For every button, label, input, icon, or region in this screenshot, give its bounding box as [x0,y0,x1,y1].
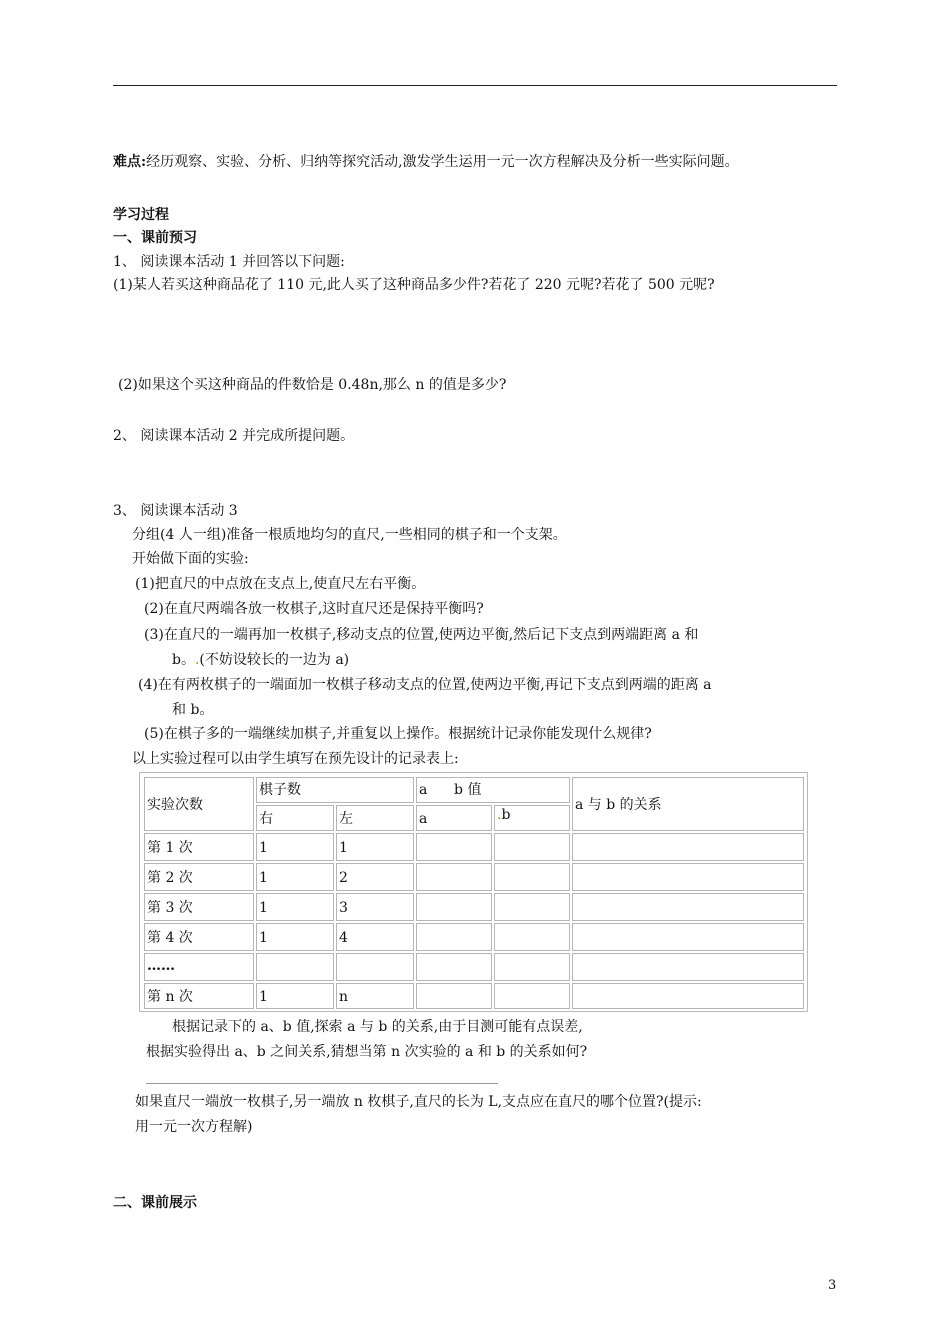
table-cell-b [494,833,570,861]
table-row-trial: 第 3 次 [144,893,254,921]
q1-title: 1、 阅读课本活动 1 并回答以下问题: [113,254,345,270]
q3-step3a: (3)在直尺的一端再加一枚棋子,移动支点的位置,使两边平衡,然后记下支点到两端距离 a 和 [144,627,699,643]
table-row-right: 1 [256,923,334,951]
table-cell-b [494,983,570,1009]
header-rule [113,85,837,86]
part1-heading: 一、课前预习 [113,230,197,246]
table-row-trial: 第 2 次 [144,863,254,891]
table-row-left: 3 [336,893,414,921]
table-header-b-dot: . [497,807,502,823]
q3-extra2: 用一元一次方程解) [135,1119,253,1135]
q3-step2: (2)在直尺两端各放一枚棋子,这时直尺还是保持平衡吗? [144,601,484,617]
table-header-ab: a b 值 [416,777,570,803]
q2-title: 2、 阅读课本活动 2 并完成所提问题。 [113,428,355,444]
page-number: 3 [828,1278,837,1293]
table-row-left: n [336,983,414,1009]
table-cell-a [416,863,492,891]
q3-table-intro: 以上实验过程可以由学生填写在预先设计的记录表上: [132,751,459,767]
table-cell-relation [572,983,804,1009]
table-header-trial: 实验次数 [144,777,254,831]
table-header-left: 左 [336,805,414,831]
table-cell-b [494,893,570,921]
table-cell-relation [572,923,804,951]
table-header-relation: a 与 b 的关系 [572,777,804,831]
table-row-left: 4 [336,923,414,951]
table-cell-a [416,953,492,981]
table-cell-a [416,893,492,921]
table-cell-a [416,983,492,1009]
table-row-trial: 第 4 次 [144,923,254,951]
table-row-right: 1 [256,863,334,891]
table-row-trial: 第 n 次 [144,983,254,1009]
q3-intro: 分组(4 人一组)准备一根质地均匀的直尺,一些相同的棋子和一个支架。 [132,527,567,543]
table-cell-relation [572,953,804,981]
q3-step4a: (4)在有两枚棋子的一端面加一枚棋子移动支点的位置,使两边平衡,再记下支点到两端的距离 a [138,677,712,693]
table-cell-b [494,953,570,981]
record-table [139,772,808,1012]
q3-title: 3、 阅读课本活动 3 [113,503,238,519]
q3-after1: 根据记录下的 a、b 值,探索 a 与 b 的关系,由于目测可能有点误差, [172,1019,583,1035]
table-cell-relation [572,833,804,861]
q3-step3b-dot: . [194,652,200,668]
table-row-left: 2 [336,863,414,891]
learning-process-heading: 学习过程 [113,207,169,223]
q1-sub1: (1)某人若买这种商品花了 110 元,此人买了这种商品多少件?若花了 220 元呢?若花了 500 元呢? [113,277,715,293]
table-row-left [336,953,414,981]
q3-step5: (5)在棋子多的一端继续加棋子,并重复以上操作。根据统计记录你能发现什么规律? [144,726,652,742]
table-row-right: 1 [256,893,334,921]
answer-line [146,1083,498,1084]
q3-start: 开始做下面的实验: [132,551,249,567]
table-header-pieces: 棋子数 [256,777,414,803]
q3-step3b-post: (不妨设较长的一边为 a) [199,652,350,668]
q3-step3b [172,651,349,669]
q3-after2: 根据实验得出 a、b 之间关系,猜想当第 n 次实验的 a 和 b 的关系如何? [146,1044,588,1060]
difficulty-line [113,153,739,171]
table-row-right: 1 [256,833,334,861]
table-cell-a [416,923,492,951]
q3-step4b: 和 b。 [172,702,214,718]
table-row-right [256,953,334,981]
part2-heading: 二、课前展示 [113,1195,197,1211]
table-cell-b [494,863,570,891]
q3-step3b-pre: b。 [172,652,195,668]
table-cell-relation [572,863,804,891]
table-cell-a [416,833,492,861]
table-header-b-label: b [501,807,511,823]
table-cell-b [494,923,570,951]
table-header-a: a [416,805,492,831]
q3-extra1: 如果直尺一端放一枚棋子,另一端放 n 枚棋子,直尺的长为 L,支点应在直尺的哪个位置?(提示: [135,1094,702,1110]
table-header-right: 右 [256,805,334,831]
q1-sub2: (2)如果这个买这种商品的件数恰是 0.48n,那么 n 的值是多少? [118,377,507,393]
table-row-trial: 第 1 次 [144,833,254,861]
difficulty-text: 经历观察、实验、分析、归纳等探究活动,激发学生运用一元一次方程解决及分析一些实际问题。 [146,154,739,170]
table-header-b [494,805,570,831]
table-row-right: 1 [256,983,334,1009]
table-cell-relation [572,893,804,921]
table-row-trial: …… [144,953,254,981]
difficulty-label: 难点: [113,154,147,170]
table-row-left: 1 [336,833,414,861]
q3-step1: (1)把直尺的中点放在支点上,使直尺左右平衡。 [135,576,426,592]
